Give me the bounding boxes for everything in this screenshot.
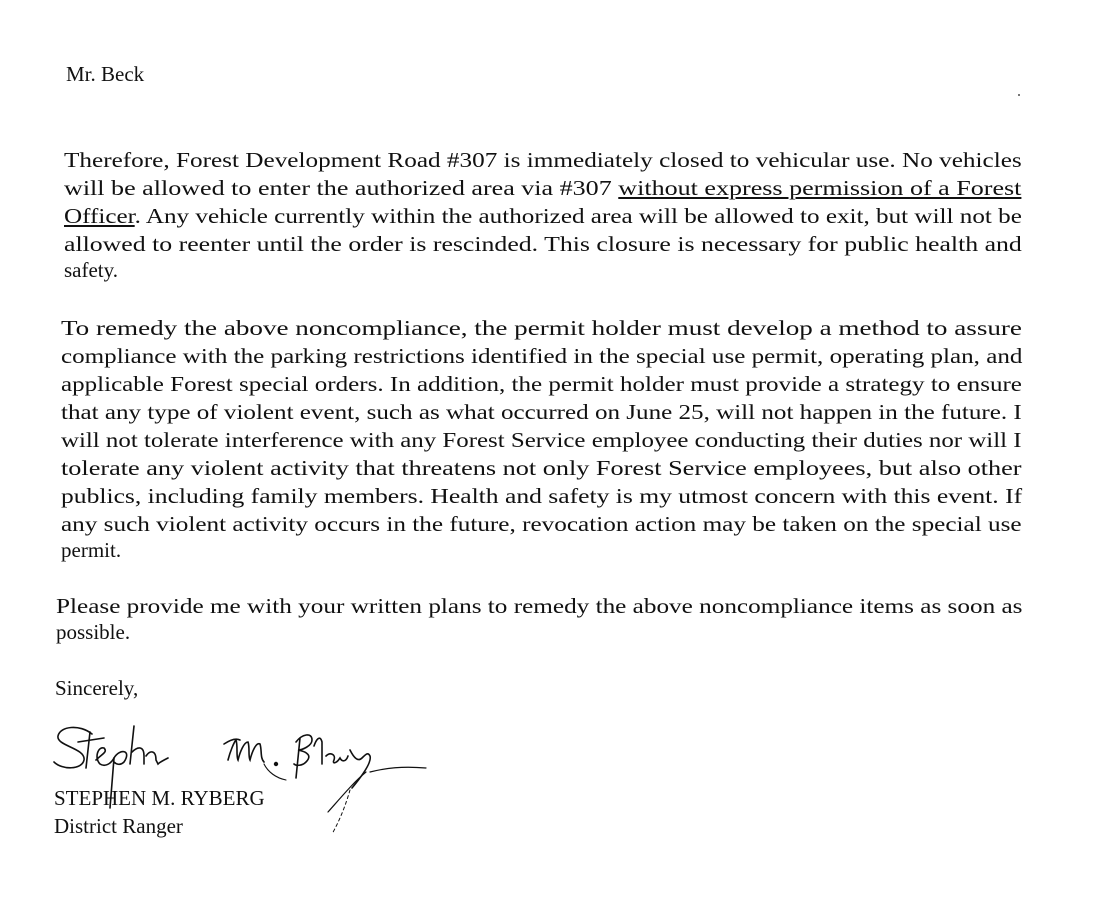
paragraph-line: Therefore, Forest Development Road #307 is immediately closed to vehicular use. No vehicles bbox=[64, 148, 1022, 172]
paragraph-line: tolerate any violent activity that threatens not only Forest Service employees, but also other bbox=[61, 456, 1022, 480]
underlined-text: without express permission of a Forest bbox=[618, 176, 1022, 200]
paragraph-line: To remedy the above noncompliance, the permit holder must develop a method to assure bbox=[61, 316, 1022, 340]
signer-name: STEPHEN M. RYBERG bbox=[54, 786, 265, 810]
paragraph-line: publics, including family members. Health and safety is my utmost concern with this event. If bbox=[61, 484, 1023, 508]
line-text: will be allowed to enter the authorized area via #307 bbox=[64, 176, 619, 200]
paragraph-line: permit. bbox=[61, 538, 122, 562]
scan-speck bbox=[1018, 94, 1020, 96]
paragraph-line: possible. bbox=[56, 620, 131, 644]
paragraph-line bbox=[64, 204, 1022, 228]
underlined-text-officer: Officer bbox=[64, 204, 135, 228]
paragraph-line: that any type of violent event, such as what occurred on June 25, will not happen in the future. I bbox=[61, 400, 1022, 424]
paragraph-line: allowed to reenter until the order is rescinded. This closure is necessary for public health and bbox=[64, 232, 1022, 256]
paragraph-line: safety. bbox=[64, 258, 119, 282]
salutation: Mr. Beck bbox=[66, 62, 145, 86]
paragraph-line: compliance with the parking restrictions identified in the special use permit, operating plan, and bbox=[61, 344, 1023, 368]
paragraph-line: Please provide me with your written plans to remedy the above noncompliance items as soon as bbox=[56, 594, 1023, 618]
signer-title: District Ranger bbox=[54, 814, 183, 838]
paragraph-line: any such violent activity occurs in the future, revocation action may be taken on the special use bbox=[61, 512, 1022, 536]
closing: Sincerely, bbox=[55, 676, 139, 700]
line-text: . Any vehicle currently within the authorized area will be allowed to exit, but will not be bbox=[134, 204, 1022, 228]
paragraph-line: applicable Forest special orders. In addition, the permit holder must provide a strategy to ensure bbox=[61, 372, 1022, 396]
paragraph-line bbox=[64, 176, 1021, 200]
paragraph-line: will not tolerate interference with any Forest Service employee conducting their duties nor will I bbox=[61, 428, 1022, 452]
